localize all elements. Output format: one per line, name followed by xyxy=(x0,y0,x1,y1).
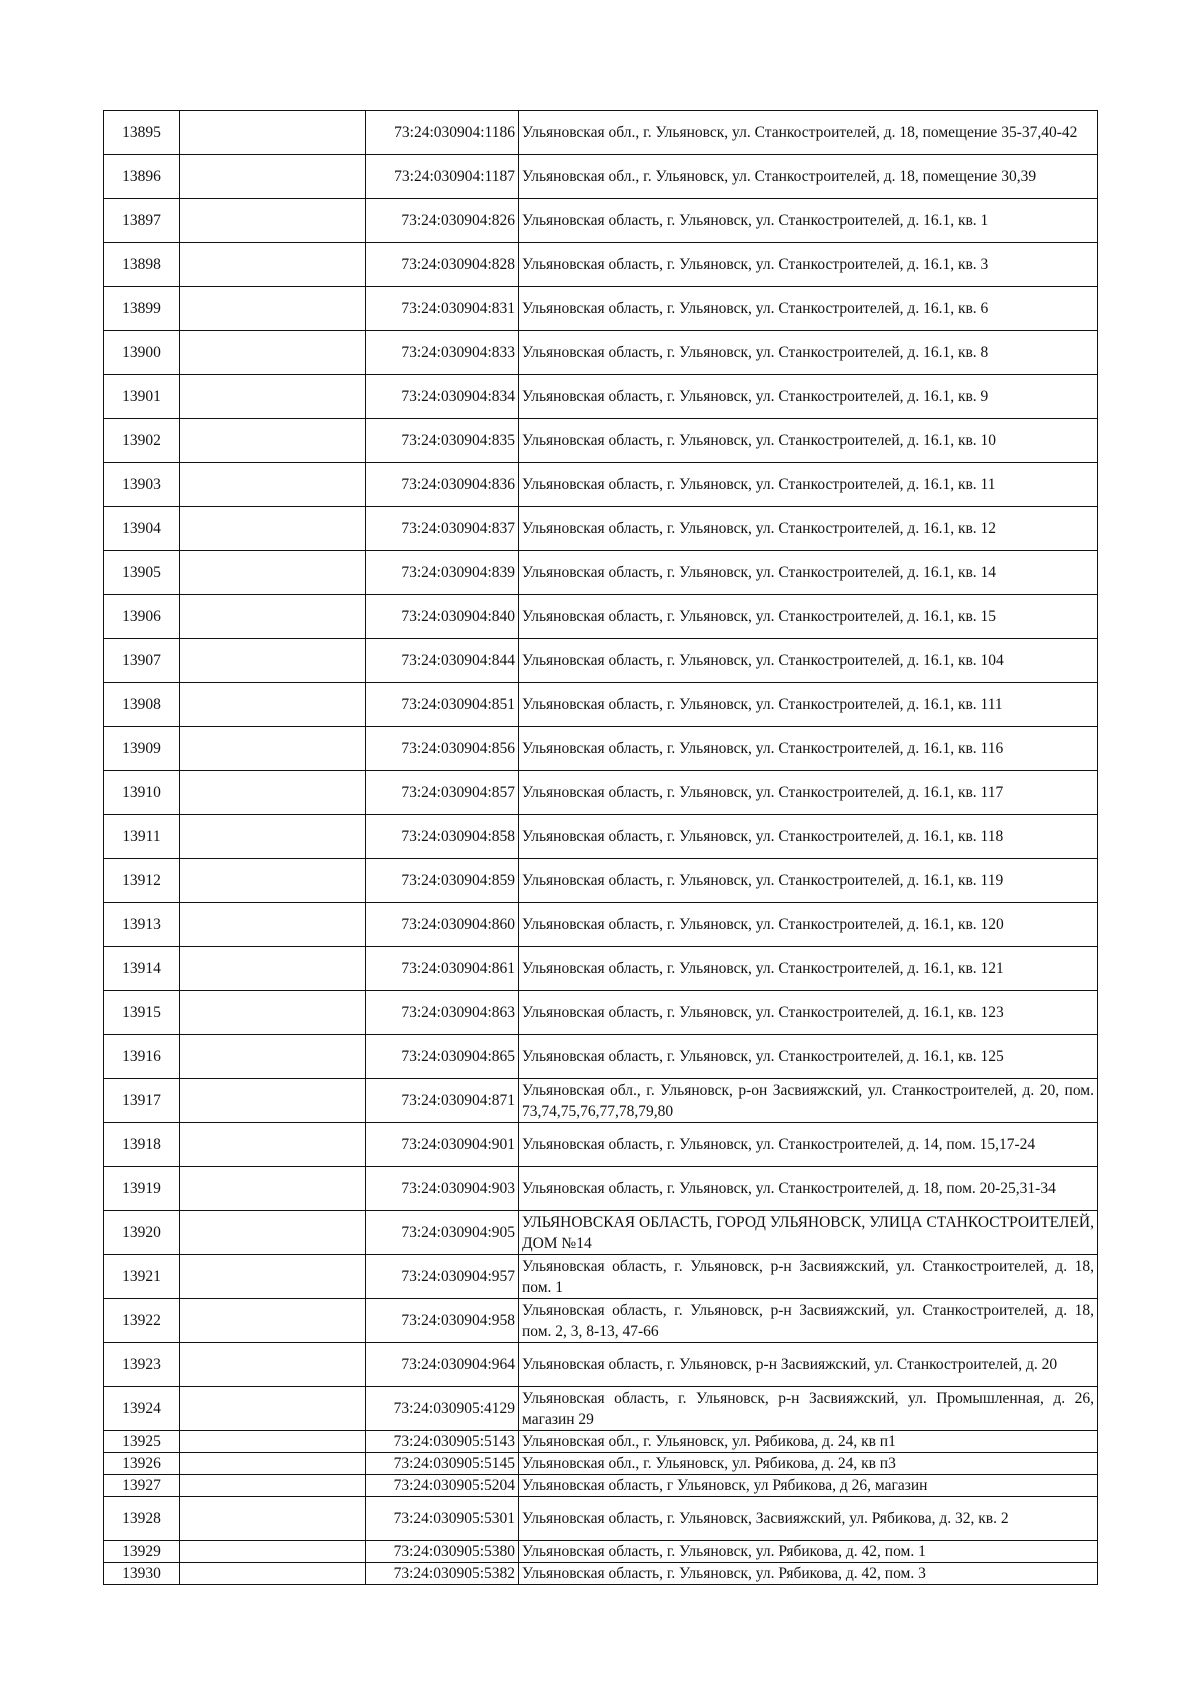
row-number-cell: 13897 xyxy=(104,199,180,243)
row-number-cell: 13930 xyxy=(104,1563,180,1585)
cadastral-number-cell: 73:24:030905:4129 xyxy=(366,1387,519,1431)
cadastral-number-cell: 73:24:030905:5145 xyxy=(366,1453,519,1475)
table-row xyxy=(104,991,1098,1035)
row-number-cell: 13920 xyxy=(104,1211,180,1255)
table-row xyxy=(104,771,1098,815)
row-number-cell: 13901 xyxy=(104,375,180,419)
row-number-cell: 13905 xyxy=(104,551,180,595)
address-cell: УЛЬЯНОВСКАЯ ОБЛАСТЬ, ГОРОД УЛЬЯНОВСК, УЛИЦА СТАНКОСТРОИТЕЛЕЙ, ДОМ №14 xyxy=(519,1211,1098,1255)
empty-cell xyxy=(180,155,366,199)
empty-cell xyxy=(180,1343,366,1387)
row-number-cell: 13911 xyxy=(104,815,180,859)
table-row xyxy=(104,551,1098,595)
address-cell: Ульяновская область, г. Ульяновск, ул. Станкостроителей, д. 16.1, кв. 10 xyxy=(519,419,1098,463)
row-number-cell: 13903 xyxy=(104,463,180,507)
row-number-cell: 13900 xyxy=(104,331,180,375)
row-number-cell: 13896 xyxy=(104,155,180,199)
empty-cell xyxy=(180,463,366,507)
address-cell: Ульяновская область, г. Ульяновск, ул. Станкостроителей, д. 16.1, кв. 12 xyxy=(519,507,1098,551)
cadastral-number-cell: 73:24:030905:5204 xyxy=(366,1475,519,1497)
cadastral-number-cell: 73:24:030904:1187 xyxy=(366,155,519,199)
table-row xyxy=(104,331,1098,375)
empty-cell xyxy=(180,1563,366,1585)
empty-cell xyxy=(180,1299,366,1343)
cadastral-number-cell: 73:24:030904:834 xyxy=(366,375,519,419)
row-number-cell: 13914 xyxy=(104,947,180,991)
row-number-cell: 13921 xyxy=(104,1255,180,1299)
empty-cell xyxy=(180,551,366,595)
table-row xyxy=(104,243,1098,287)
empty-cell xyxy=(180,1497,366,1541)
address-cell: Ульяновская область, г. Ульяновск, ул. Станкостроителей, д. 14, пом. 15,17-24 xyxy=(519,1123,1098,1167)
address-cell: Ульяновская область, г. Ульяновск, Засвияжский, ул. Рябикова, д. 32, кв. 2 xyxy=(519,1497,1098,1541)
row-number-cell: 13909 xyxy=(104,727,180,771)
address-cell: Ульяновская область, г. Ульяновск, ул. Станкостроителей, д. 16.1, кв. 104 xyxy=(519,639,1098,683)
table-row xyxy=(104,1211,1098,1255)
cadastral-number-cell: 73:24:030904:1186 xyxy=(366,111,519,155)
table-row xyxy=(104,1343,1098,1387)
cadastral-number-cell: 73:24:030904:901 xyxy=(366,1123,519,1167)
row-number-cell: 13915 xyxy=(104,991,180,1035)
cadastral-number-cell: 73:24:030904:863 xyxy=(366,991,519,1035)
cadastral-number-cell: 73:24:030904:844 xyxy=(366,639,519,683)
empty-cell xyxy=(180,639,366,683)
table-row xyxy=(104,463,1098,507)
table-row xyxy=(104,507,1098,551)
address-cell: Ульяновская область, г. Ульяновск, ул. Станкостроителей, д. 16.1, кв. 116 xyxy=(519,727,1098,771)
registry-table-body xyxy=(104,111,1098,1585)
table-row xyxy=(104,1563,1098,1585)
cadastral-number-cell: 73:24:030905:5143 xyxy=(366,1431,519,1453)
row-number-cell: 13899 xyxy=(104,287,180,331)
row-number-cell: 13919 xyxy=(104,1167,180,1211)
empty-cell xyxy=(180,199,366,243)
address-cell: Ульяновская область, г. Ульяновск, ул. Станкостроителей, д. 16.1, кв. 3 xyxy=(519,243,1098,287)
address-cell: Ульяновская область, г. Ульяновск, ул. Станкостроителей, д. 16.1, кв. 111 xyxy=(519,683,1098,727)
empty-cell xyxy=(180,1167,366,1211)
address-cell: Ульяновская область, г. Ульяновск, р-н Засвияжский, ул. Промышленная, д. 26, магазин 29 xyxy=(519,1387,1098,1431)
table-row xyxy=(104,111,1098,155)
cadastral-number-cell: 73:24:030904:858 xyxy=(366,815,519,859)
row-number-cell: 13926 xyxy=(104,1453,180,1475)
empty-cell xyxy=(180,1079,366,1123)
table-row xyxy=(104,903,1098,947)
table-row xyxy=(104,1453,1098,1475)
cadastral-number-cell: 73:24:030904:833 xyxy=(366,331,519,375)
row-number-cell: 13907 xyxy=(104,639,180,683)
address-cell: Ульяновская область, г. Ульяновск, р-н Засвияжский, ул. Станкостроителей, д. 20 xyxy=(519,1343,1098,1387)
property-registry-table xyxy=(103,110,1098,1585)
empty-cell xyxy=(180,111,366,155)
table-row xyxy=(104,287,1098,331)
cadastral-number-cell: 73:24:030904:836 xyxy=(366,463,519,507)
row-number-cell: 13895 xyxy=(104,111,180,155)
row-number-cell: 13924 xyxy=(104,1387,180,1431)
table-row xyxy=(104,595,1098,639)
address-cell: Ульяновская область, г Ульяновск, ул Рябикова, д 26, магазин xyxy=(519,1475,1098,1497)
address-cell: Ульяновская область, г. Ульяновск, ул. Станкостроителей, д. 16.1, кв. 119 xyxy=(519,859,1098,903)
cadastral-number-cell: 73:24:030904:856 xyxy=(366,727,519,771)
empty-cell xyxy=(180,903,366,947)
table-row xyxy=(104,1431,1098,1453)
row-number-cell: 13918 xyxy=(104,1123,180,1167)
empty-cell xyxy=(180,683,366,727)
table-row xyxy=(104,1035,1098,1079)
cadastral-number-cell: 73:24:030904:958 xyxy=(366,1299,519,1343)
table-row xyxy=(104,1123,1098,1167)
address-cell: Ульяновская область, г. Ульяновск, ул. Станкостроителей, д. 16.1, кв. 1 xyxy=(519,199,1098,243)
empty-cell xyxy=(180,947,366,991)
empty-cell xyxy=(180,991,366,1035)
cadastral-number-cell: 73:24:030904:857 xyxy=(366,771,519,815)
address-cell: Ульяновская область, г. Ульяновск, ул. Станкостроителей, д. 16.1, кв. 6 xyxy=(519,287,1098,331)
address-cell: Ульяновская область, г. Ульяновск, ул. Станкостроителей, д. 16.1, кв. 9 xyxy=(519,375,1098,419)
table-row xyxy=(104,419,1098,463)
table-row xyxy=(104,859,1098,903)
address-cell: Ульяновская область, г. Ульяновск, ул. Станкостроителей, д. 16.1, кв. 121 xyxy=(519,947,1098,991)
empty-cell xyxy=(180,595,366,639)
table-row xyxy=(104,1497,1098,1541)
address-cell: Ульяновская область, г. Ульяновск, ул. Станкостроителей, д. 16.1, кв. 8 xyxy=(519,331,1098,375)
table-row xyxy=(104,1475,1098,1497)
address-cell: Ульяновская обл., г. Ульяновск, р-он Засвияжский, ул. Станкостроителей, д. 20, пом. 73,74,75,76,77,78,79,80 xyxy=(519,1079,1098,1123)
address-cell: Ульяновская область, г. Ульяновск, ул. Станкостроителей, д. 16.1, кв. 120 xyxy=(519,903,1098,947)
row-number-cell: 13927 xyxy=(104,1475,180,1497)
row-number-cell: 13906 xyxy=(104,595,180,639)
address-cell: Ульяновская обл., г. Ульяновск, ул. Рябикова, д. 24, кв п3 xyxy=(519,1453,1098,1475)
cadastral-number-cell: 73:24:030904:826 xyxy=(366,199,519,243)
cadastral-number-cell: 73:24:030904:964 xyxy=(366,1343,519,1387)
empty-cell xyxy=(180,727,366,771)
table-row xyxy=(104,1299,1098,1343)
row-number-cell: 13898 xyxy=(104,243,180,287)
cadastral-number-cell: 73:24:030904:865 xyxy=(366,1035,519,1079)
address-cell: Ульяновская область, г. Ульяновск, ул. Рябикова, д. 42, пом. 3 xyxy=(519,1563,1098,1585)
table-row xyxy=(104,1255,1098,1299)
table-row xyxy=(104,1167,1098,1211)
cadastral-number-cell: 73:24:030905:5301 xyxy=(366,1497,519,1541)
empty-cell xyxy=(180,331,366,375)
address-cell: Ульяновская область, г. Ульяновск, р-н Засвияжский, ул. Станкостроителей, д. 18, пом. 2, 3, 8-13, 47-66 xyxy=(519,1299,1098,1343)
row-number-cell: 13929 xyxy=(104,1541,180,1563)
empty-cell xyxy=(180,1541,366,1563)
row-number-cell: 13912 xyxy=(104,859,180,903)
empty-cell xyxy=(180,375,366,419)
cadastral-number-cell: 73:24:030904:903 xyxy=(366,1167,519,1211)
cadastral-number-cell: 73:24:030904:851 xyxy=(366,683,519,727)
table-row xyxy=(104,1079,1098,1123)
table-row xyxy=(104,727,1098,771)
row-number-cell: 13902 xyxy=(104,419,180,463)
empty-cell xyxy=(180,507,366,551)
cadastral-number-cell: 73:24:030904:831 xyxy=(366,287,519,331)
row-number-cell: 13910 xyxy=(104,771,180,815)
empty-cell xyxy=(180,1035,366,1079)
empty-cell xyxy=(180,771,366,815)
address-cell: Ульяновская область, г. Ульяновск, ул. Станкостроителей, д. 16.1, кв. 11 xyxy=(519,463,1098,507)
cadastral-number-cell: 73:24:030904:839 xyxy=(366,551,519,595)
cadastral-number-cell: 73:24:030904:835 xyxy=(366,419,519,463)
address-cell: Ульяновская область, г. Ульяновск, ул. Станкостроителей, д. 16.1, кв. 15 xyxy=(519,595,1098,639)
table-row xyxy=(104,683,1098,727)
empty-cell xyxy=(180,1475,366,1497)
row-number-cell: 13922 xyxy=(104,1299,180,1343)
table-row xyxy=(104,947,1098,991)
table-row xyxy=(104,1541,1098,1563)
address-cell: Ульяновская область, г. Ульяновск, р-н Засвияжский, ул. Станкостроителей, д. 18, пом. 1 xyxy=(519,1255,1098,1299)
table-row xyxy=(104,639,1098,683)
table-row xyxy=(104,199,1098,243)
cadastral-number-cell: 73:24:030904:957 xyxy=(366,1255,519,1299)
address-cell: Ульяновская область, г. Ульяновск, ул. Станкостроителей, д. 16.1, кв. 117 xyxy=(519,771,1098,815)
address-cell: Ульяновская обл., г. Ульяновск, ул. Рябикова, д. 24, кв п1 xyxy=(519,1431,1098,1453)
row-number-cell: 13923 xyxy=(104,1343,180,1387)
cadastral-number-cell: 73:24:030904:905 xyxy=(366,1211,519,1255)
row-number-cell: 13908 xyxy=(104,683,180,727)
empty-cell xyxy=(180,1453,366,1475)
empty-cell xyxy=(180,1123,366,1167)
empty-cell xyxy=(180,243,366,287)
address-cell: Ульяновская область, г. Ульяновск, ул. Станкостроителей, д. 18, пом. 20-25,31-34 xyxy=(519,1167,1098,1211)
row-number-cell: 13904 xyxy=(104,507,180,551)
empty-cell xyxy=(180,1431,366,1453)
address-cell: Ульяновская область, г. Ульяновск, ул. Станкостроителей, д. 16.1, кв. 118 xyxy=(519,815,1098,859)
cadastral-number-cell: 73:24:030904:871 xyxy=(366,1079,519,1123)
cadastral-number-cell: 73:24:030904:861 xyxy=(366,947,519,991)
row-number-cell: 13928 xyxy=(104,1497,180,1541)
row-number-cell: 13913 xyxy=(104,903,180,947)
cadastral-number-cell: 73:24:030904:840 xyxy=(366,595,519,639)
address-cell: Ульяновская область, г. Ульяновск, ул. Станкостроителей, д. 16.1, кв. 125 xyxy=(519,1035,1098,1079)
empty-cell xyxy=(180,1387,366,1431)
address-cell: Ульяновская область, г. Ульяновск, ул. Станкостроителей, д. 16.1, кв. 14 xyxy=(519,551,1098,595)
cadastral-number-cell: 73:24:030905:5382 xyxy=(366,1563,519,1585)
cadastral-number-cell: 73:24:030905:5380 xyxy=(366,1541,519,1563)
empty-cell xyxy=(180,1255,366,1299)
row-number-cell: 13925 xyxy=(104,1431,180,1453)
empty-cell xyxy=(180,419,366,463)
row-number-cell: 13916 xyxy=(104,1035,180,1079)
empty-cell xyxy=(180,287,366,331)
table-row xyxy=(104,155,1098,199)
address-cell: Ульяновская обл., г. Ульяновск, ул. Станкостроителей, д. 18, помещение 30,39 xyxy=(519,155,1098,199)
empty-cell xyxy=(180,859,366,903)
table-row xyxy=(104,815,1098,859)
address-cell: Ульяновская область, г. Ульяновск, ул. Рябикова, д. 42, пом. 1 xyxy=(519,1541,1098,1563)
cadastral-number-cell: 73:24:030904:828 xyxy=(366,243,519,287)
empty-cell xyxy=(180,1211,366,1255)
cadastral-number-cell: 73:24:030904:837 xyxy=(366,507,519,551)
cadastral-number-cell: 73:24:030904:860 xyxy=(366,903,519,947)
cadastral-number-cell: 73:24:030904:859 xyxy=(366,859,519,903)
table-row xyxy=(104,375,1098,419)
row-number-cell: 13917 xyxy=(104,1079,180,1123)
empty-cell xyxy=(180,815,366,859)
address-cell: Ульяновская область, г. Ульяновск, ул. Станкостроителей, д. 16.1, кв. 123 xyxy=(519,991,1098,1035)
table-row xyxy=(104,1387,1098,1431)
address-cell: Ульяновская обл., г. Ульяновск, ул. Станкостроителей, д. 18, помещение 35-37,40-42 xyxy=(519,111,1098,155)
